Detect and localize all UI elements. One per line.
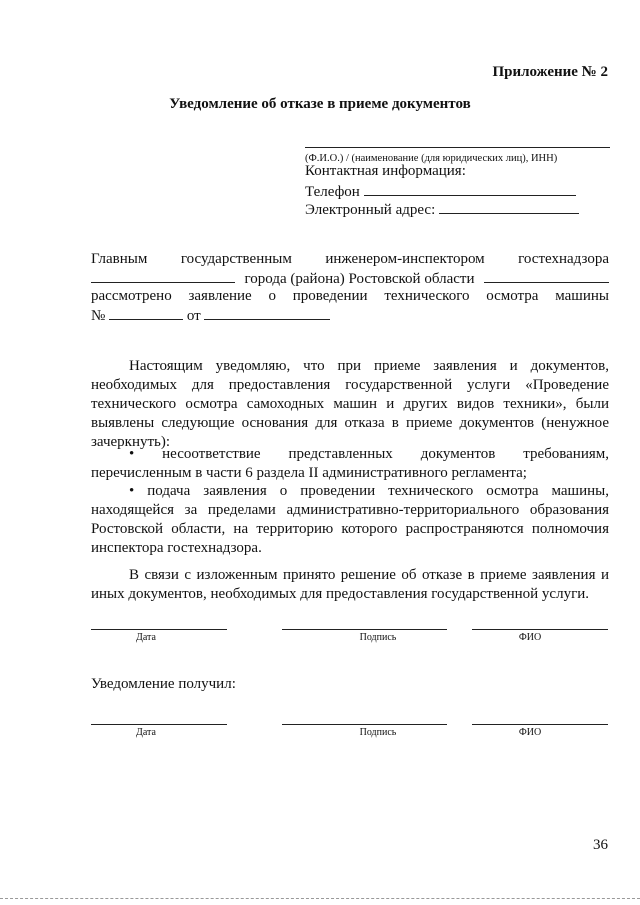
from-label: от (186, 308, 201, 324)
email-label: Электронный адрес: (305, 202, 436, 218)
phone-blank (364, 181, 576, 196)
recipient-date-label: Дата (136, 727, 156, 738)
region-text: города (района) Ростовской области (244, 271, 475, 287)
addressee-name-line (305, 147, 610, 148)
addressee-hint: (Ф.И.О.) / (наименование (для юридических лиц), ИНН) (305, 153, 558, 164)
notice-paragraph: Настоящим уведомляю, что при приеме заявления и документов, необходимых для предоставления государственной услуги «Проведение технического осмотра самоходных машин и других видов техники», были выявлены следующие основания для отказа в приеме документов (ненужное зачеркнуть): (91, 358, 609, 450)
recipient-signature-label: Подпись (359, 727, 397, 738)
signature-label: Подпись (359, 632, 397, 643)
intro-line-3 (91, 287, 609, 306)
email-row (305, 199, 610, 219)
intro-word: Главным (91, 251, 148, 267)
intro-line-4 (91, 305, 609, 326)
recipient-signature-line (282, 724, 447, 725)
email-blank (439, 199, 579, 214)
intro-word: проведении (292, 288, 368, 304)
recipient-name-label: ФИО (518, 727, 542, 738)
reason-item-2: • подача заявления о проведении технического осмотра машины, находящейся за пределами административно-территориального образования Ростовской области, на территорию которого распространяются полномочия инспектора гостехнадзора. (91, 483, 609, 556)
contact-info-label: Контактная информация: (305, 163, 466, 179)
intro-word: о (268, 288, 276, 304)
intro-word: технического (384, 288, 470, 304)
region-blank (484, 268, 609, 283)
intro-line-1 (91, 250, 609, 269)
name-label: ФИО (518, 632, 542, 643)
application-number-blank (109, 305, 183, 320)
number-sign: № (91, 308, 106, 324)
appendix-number: Приложение № 2 (492, 64, 608, 80)
date-line (91, 629, 227, 630)
reason-item-1: • несоответствие представленных документов требованиям, перечисленным в части 6 раздела II административного регламента; (91, 446, 609, 481)
intro-word: заявление (188, 288, 252, 304)
decision-paragraph: В связи с изложенным принято решение об отказе в приеме заявления и иных документов, необходимых для предоставления государственной услуги. (91, 567, 609, 602)
scan-edge-line (0, 898, 640, 899)
intro-word: осмотра (486, 288, 539, 304)
intro-word: машины (555, 288, 609, 304)
date-label: Дата (136, 632, 156, 643)
intro-word: гостехнадзора (518, 251, 609, 267)
signature-line (282, 629, 447, 630)
intro-word: государственным (180, 251, 292, 267)
document-title: Уведомление об отказе в приеме документов (169, 96, 471, 112)
page-number: 36 (593, 837, 608, 853)
recipient-name-line (472, 724, 608, 725)
inspector-blank (91, 268, 235, 283)
intro-word: инженером-инспектором (325, 251, 485, 267)
application-date-blank (204, 305, 330, 320)
intro-line-2 (91, 268, 609, 289)
phone-label: Телефон (305, 184, 360, 200)
received-label: Уведомление получил: (91, 676, 236, 692)
name-line (472, 629, 608, 630)
recipient-date-line (91, 724, 227, 725)
phone-row (305, 181, 610, 201)
intro-word: рассмотрено (91, 288, 172, 304)
